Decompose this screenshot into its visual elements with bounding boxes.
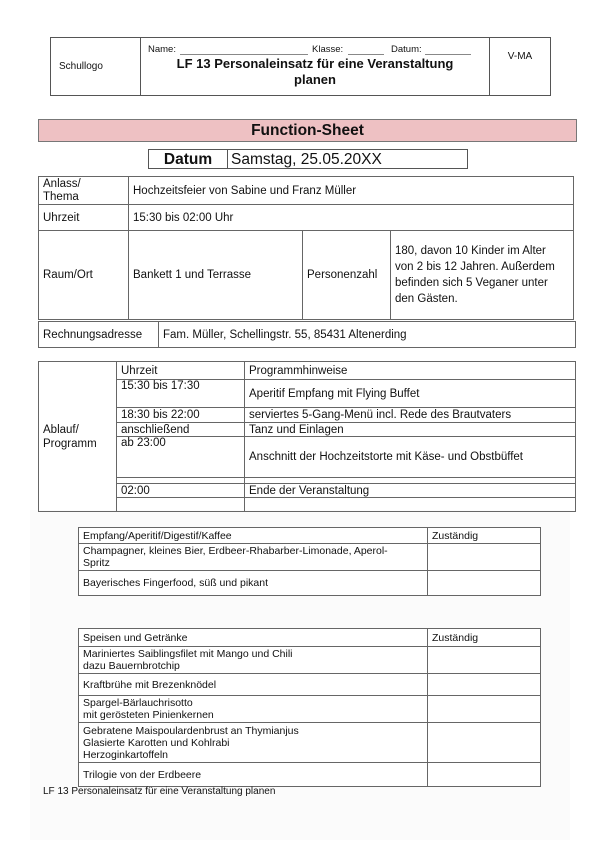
empfang-col-item: Empfang/Aperitif/Digestif/Kaffee [79,528,428,544]
personen-value [391,231,574,320]
ablauf-empty-cell [117,498,245,512]
speisen-item-line2: dazu Bauernbrotchip [83,660,180,672]
raum-label: Raum/Ort [39,231,129,320]
table-row [79,696,541,723]
ablauf-label-line2: Programm [43,437,97,450]
empfang-item: Bayerisches Fingerfood, süß und pikant [79,571,428,596]
anlass-label-line2: Thema [43,190,79,203]
anlass-value: Hochzeitsfeier von Sabine und Franz Müller [129,177,574,205]
speisen-item [79,647,428,674]
document-title-line2: planen [294,72,336,87]
ablauf-note: Aperitif Empfang mit Flying Buffet [245,380,576,408]
logo-cell [51,38,141,95]
speisen-resp-cell[interactable] [428,763,541,787]
page-footer: LF 13 Personaleinsatz für eine Veranstaltung planen [43,786,276,797]
table-row [79,544,541,571]
ablauf-col-notes: Programmhinweise [245,362,576,380]
personen-label: Personenzahl [303,231,391,320]
ablauf-note: Tanz und Einlagen [245,423,576,437]
speisen-col-item: Speisen und Getränke [79,629,428,647]
table-row [79,674,541,696]
speisen-item-line2: Glasierte Karotten und Kohlrabi [83,736,230,749]
table-row [39,231,574,320]
personen-value-line3: befinden sich 5 Veganer unter [395,277,548,289]
table-row [79,723,541,763]
empfang-item-line2: Spritz [83,557,110,569]
speisen-resp-cell[interactable] [428,647,541,674]
ablauf-note: serviertes 5-Gang-Menü incl. Rede des Brautvaters [245,408,576,423]
table-row [79,528,541,544]
ablauf-label-line1: Ablauf/ [43,423,79,436]
empfang-table [78,527,541,596]
klasse-label: Klasse: [312,44,344,55]
school-logo-placeholder: Schullogo [59,61,103,72]
function-sheet-title: Function-Sheet [38,119,577,142]
title-cell [140,38,490,95]
anlass-label [39,177,129,205]
speisen-table [78,628,541,787]
uhrzeit-label: Uhrzeit [39,205,129,231]
ablauf-time: 15:30 bis 17:30 [117,380,245,408]
speisen-item: Trilogie von der Erdbeere [79,763,428,787]
table-row [39,423,576,437]
datum-box [148,149,468,169]
ablauf-time: 02:00 [117,484,245,498]
ablauf-time: 18:30 bis 22:00 [117,408,245,423]
table-row [39,437,576,478]
personen-value-line4: den Gästen. [395,293,458,305]
table-row [39,177,574,205]
raum-value: Bankett 1 und Terrasse [129,231,303,320]
speisen-item-line3: Herzoginkartoffeln [83,748,169,761]
table-row [79,763,541,787]
speisen-item-line1: Spargel-Bärlauchrisotto [83,697,193,709]
speisen-item-line2: mit gerösteten Pinienkernen [83,709,214,721]
event-info-table [38,176,574,320]
rechnung-label: Rechnungsadresse [39,322,159,348]
datum-line[interactable] [425,54,471,55]
empfang-col-resp: Zuständig [428,528,541,544]
table-row [39,484,576,498]
speisen-resp-cell[interactable] [428,674,541,696]
ablauf-note: Anschnitt der Hochzeitstorte mit Käse- und Obstbüffet [245,437,576,478]
speisen-item-line1: Mariniertes Saiblingsfilet mit Mango und Chili [83,648,293,660]
rechnung-table [38,321,576,348]
name-label: Name: [148,44,176,55]
table-row [39,205,574,231]
speisen-col-resp: Zuständig [428,629,541,647]
ablauf-table [38,361,576,512]
ablauf-time: ab 23:00 [117,437,245,478]
anlass-label-line1: Anlass/ [43,177,81,190]
empfang-resp-cell[interactable] [428,571,541,596]
ablauf-col-time: Uhrzeit [117,362,245,380]
ablauf-time: anschließend [117,423,245,437]
datum-box-label: Datum [149,150,228,168]
rechnung-value: Fam. Müller, Schellingstr. 55, 85431 Altenerding [159,322,576,348]
table-row [79,571,541,596]
speisen-item-line1: Gebratene Maispoulardenbrust an Thymianjus [83,724,299,737]
speisen-resp-cell[interactable] [428,696,541,723]
table-row [39,380,576,408]
datum-label: Datum: [391,44,422,55]
name-line[interactable] [180,54,308,55]
ablauf-label [39,362,117,512]
table-row [79,629,541,647]
empfang-item [79,544,428,571]
ablauf-empty-cell [245,498,576,512]
personen-value-line2: von 2 bis 12 Jahren. Außerdem [395,261,555,273]
code-cell [489,38,550,95]
table-row [39,498,576,512]
speisen-item [79,696,428,723]
document-title-line1: LF 13 Personaleinsatz für eine Veranstaltung [176,56,454,71]
document-header [50,37,551,96]
document-code: V-MA [507,51,533,62]
uhrzeit-value: 15:30 bis 02:00 Uhr [129,205,574,231]
table-row [79,647,541,674]
empfang-item-line1: Champagner, kleines Bier, Erdbeer-Rhabarber-Limonade, Aperol- [83,545,388,557]
table-row [39,322,576,348]
klasse-line[interactable] [348,54,384,55]
speisen-resp-cell[interactable] [428,723,541,763]
speisen-item [79,723,428,763]
datum-box-value: Samstag, 25.05.20XX [231,151,382,168]
table-row [39,362,576,380]
table-row [39,408,576,423]
empfang-resp-cell[interactable] [428,544,541,571]
document-title [140,56,490,88]
personen-value-line1: 180, davon 10 Kinder im Alter [395,245,546,257]
ablauf-note: Ende der Veranstaltung [245,484,576,498]
speisen-item: Kraftbrühe mit Brezenknödel [79,674,428,696]
